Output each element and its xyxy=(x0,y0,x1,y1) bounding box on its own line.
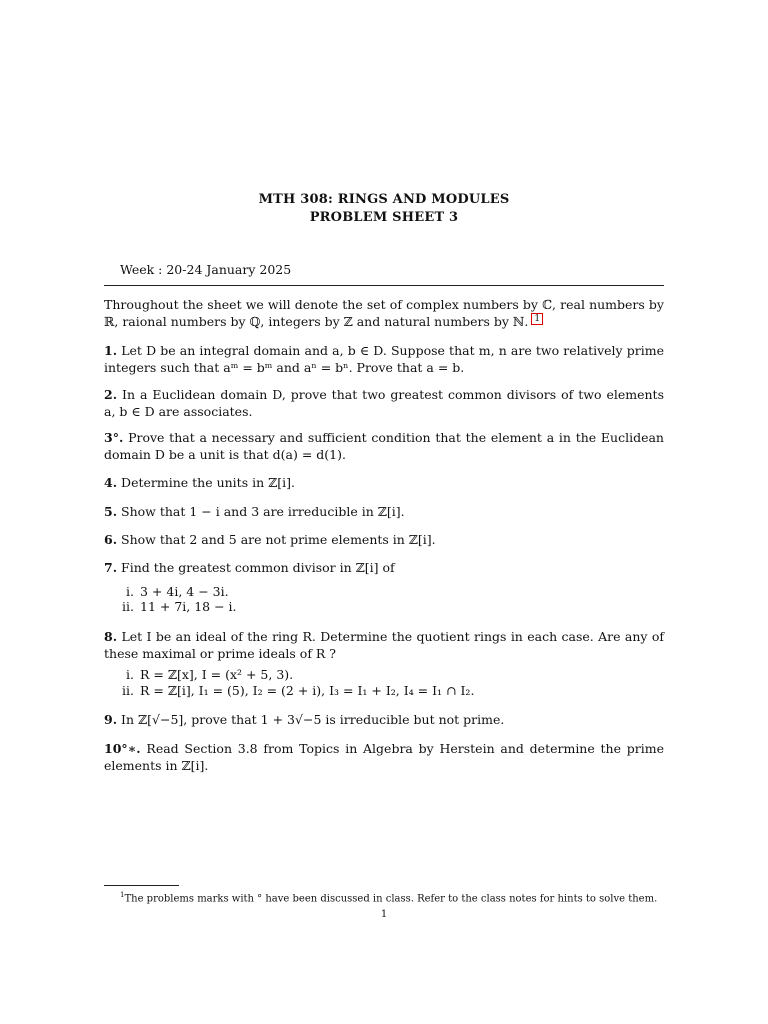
problem-8 xyxy=(104,628,664,662)
problem-number: 8. xyxy=(104,629,118,644)
problem-1 xyxy=(104,342,664,376)
problem-text: In a Euclidean domain D, prove that two greatest common divisors of two elements a, b ∈ D are associates. xyxy=(104,387,664,419)
page-number: 1 xyxy=(380,909,388,920)
problem-number: 7. xyxy=(104,560,118,575)
problem-4 xyxy=(104,474,664,491)
problem-number: 5. xyxy=(104,504,118,519)
problem-9 xyxy=(104,711,664,728)
header-divider xyxy=(104,285,664,286)
list-item: ii. 11 + 7i, 18 − i. xyxy=(122,599,237,614)
list-item: i. R = ℤ[x], I = (x² + 5, 3). xyxy=(126,667,294,682)
footnote-mark: 1 xyxy=(120,891,125,899)
problem-number: 2. xyxy=(104,387,118,402)
problem-6 xyxy=(104,531,664,548)
footnote-text: The problems marks with ° have been discussed in class. Refer to the class notes for hints to solve them. xyxy=(124,893,658,905)
problem-text: Show that 2 and 5 are not prime elements in ℤ[i]. xyxy=(121,532,436,547)
problem-number: 10°∗. xyxy=(104,741,141,756)
problem-text: Show that 1 − i and 3 are irreducible in ℤ[i]. xyxy=(121,504,405,519)
problem-text: Prove that a necessary and sufficient condition that the element a in the Euclidean domain D be a unit is that d(a) = d(1). xyxy=(104,430,664,462)
problem-text: Let I be an ideal of the ring R. Determine the quotient rings in each case. Are any of these maximal or prime ideals of R ? xyxy=(104,629,664,661)
list-item: i. 3 + 4i, 4 − 3i. xyxy=(126,584,229,599)
week-line: Week : 20-24 January 2025 xyxy=(120,262,292,277)
problem-text: Determine the units in ℤ[i]. xyxy=(121,475,295,490)
problem-2 xyxy=(104,386,664,420)
problem-3 xyxy=(104,429,664,463)
sheet-subtitle: PROBLEM SHEET 3 xyxy=(309,210,459,225)
problem-text: In ℤ[√−5], prove that 1 + 3√−5 is irreducible but not prime. xyxy=(121,712,505,727)
problem-number: 9. xyxy=(104,712,118,727)
intro-text: Throughout the sheet we will denote the set of complex numbers by ℂ, real numbers by ℝ, raional numbers by ℚ, integers by ℤ and natural numbers by ℕ. xyxy=(104,297,664,330)
problem-5 xyxy=(104,503,664,520)
intro-paragraph xyxy=(104,296,664,330)
list-item: ii. R = ℤ[i], I₁ = (5), I₂ = (2 + i), I₃ = I₁ + I₂, I₄ = I₁ ∩ I₂. xyxy=(122,683,475,698)
problem-text: Read Section 3.8 from Topics in Algebra by Herstein and determine the prime elements in ℤ[i]. xyxy=(104,741,664,773)
sheet-title: MTH 308: RINGS AND MODULES xyxy=(258,192,510,207)
footnote-divider xyxy=(104,885,179,886)
problem-number: 1. xyxy=(104,343,118,358)
problem-10 xyxy=(104,740,664,774)
problem-number: 6. xyxy=(104,532,118,547)
problem-text: Find the greatest common divisor in ℤ[i] of xyxy=(121,560,395,575)
problem-text: Let D be an integral domain and a, b ∈ D. Suppose that m, n are two relatively prime integers such that aᵐ = bᵐ and aⁿ = bⁿ. Prove that a = b. xyxy=(104,343,664,375)
problem-number: 4. xyxy=(104,475,118,490)
footnote xyxy=(120,891,657,904)
problem-number: 3°. xyxy=(104,430,124,445)
footnote-reference-link[interactable]: 1 xyxy=(531,313,543,325)
problem-7 xyxy=(104,559,664,576)
